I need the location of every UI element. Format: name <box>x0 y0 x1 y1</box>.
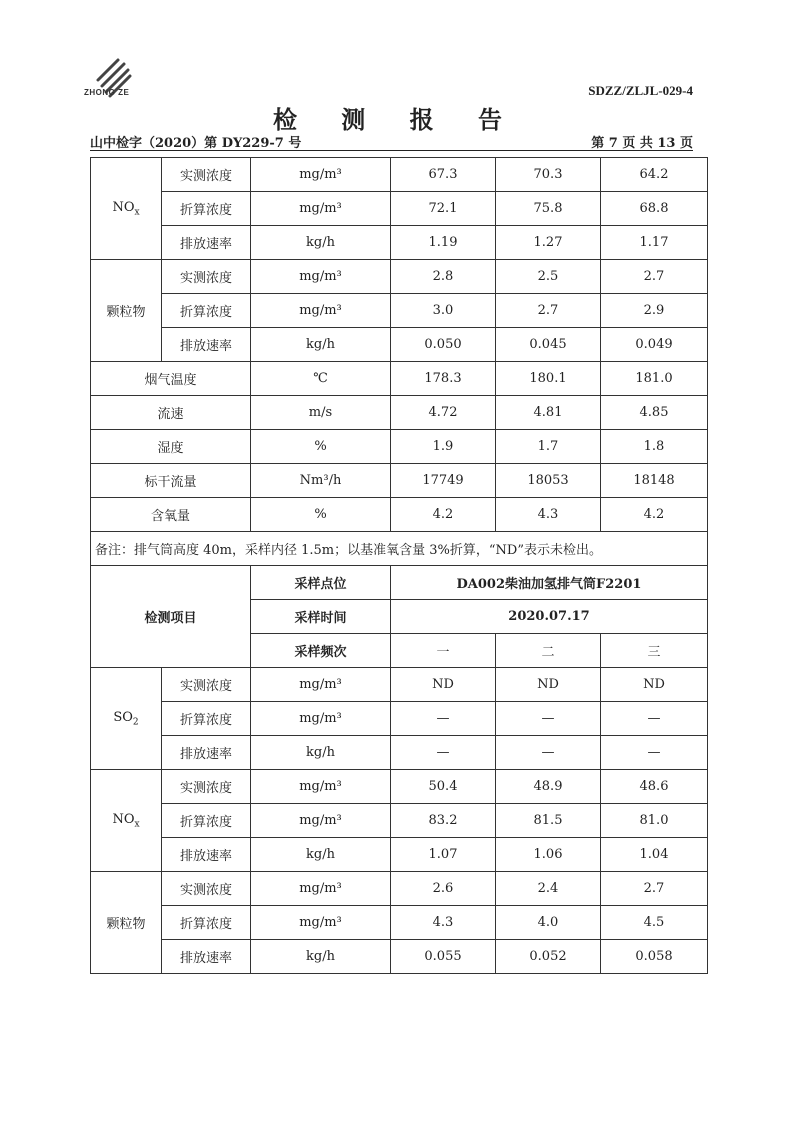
item-name: 排放速率 <box>162 328 251 362</box>
table-row <box>91 226 708 260</box>
table-row <box>91 464 708 498</box>
sampling-point-value: DA002柴油加氢排气筒F2201 <box>391 566 708 600</box>
results-table-body <box>91 158 708 974</box>
value-cell: 72.1 <box>391 192 496 226</box>
unit-cell: kg/h <box>251 940 391 974</box>
unit-cell: mg/m³ <box>251 192 391 226</box>
value-cell: 4.0 <box>496 906 601 940</box>
value-cell: 4.2 <box>391 498 496 532</box>
unit-cell: % <box>251 430 391 464</box>
value-cell: 18148 <box>601 464 708 498</box>
header-row-point <box>91 566 708 600</box>
item-name: 排放速率 <box>162 736 251 770</box>
value-cell: 2.6 <box>391 872 496 906</box>
frequency-cell: 三 <box>601 634 708 668</box>
table-row <box>91 906 708 940</box>
report-subheader <box>90 132 693 151</box>
unit-cell: ℃ <box>251 362 391 396</box>
unit-cell: mg/m³ <box>251 804 391 838</box>
value-cell: 1.8 <box>601 430 708 464</box>
table-row <box>91 770 708 804</box>
document-code: SDZZ/ZLJL-029-4 <box>588 83 693 98</box>
value-cell: 181.0 <box>601 362 708 396</box>
value-cell: 64.2 <box>601 158 708 192</box>
value-cell: — <box>496 736 601 770</box>
value-cell: 81.5 <box>496 804 601 838</box>
value-cell: 48.6 <box>601 770 708 804</box>
value-cell: 2.9 <box>601 294 708 328</box>
item-name: 实测浓度 <box>162 770 251 804</box>
item-name: 实测浓度 <box>162 668 251 702</box>
value-cell: 4.81 <box>496 396 601 430</box>
unit-cell: mg/m³ <box>251 158 391 192</box>
unit-cell: mg/m³ <box>251 872 391 906</box>
item-name: 排放速率 <box>162 940 251 974</box>
logo-text: ZHONG ZE <box>84 88 130 97</box>
unit-cell: mg/m³ <box>251 906 391 940</box>
value-cell: 1.07 <box>391 838 496 872</box>
value-cell: ND <box>601 668 708 702</box>
page-title: 检 测 报 告 <box>272 105 521 134</box>
item-name: 含氧量 <box>91 498 251 532</box>
table-row <box>91 158 708 192</box>
item-name: 折算浓度 <box>162 294 251 328</box>
value-cell: 1.27 <box>496 226 601 260</box>
value-cell: 83.2 <box>391 804 496 838</box>
value-cell: 48.9 <box>496 770 601 804</box>
value-cell: 4.72 <box>391 396 496 430</box>
table-row <box>91 294 708 328</box>
value-cell: 4.2 <box>601 498 708 532</box>
item-name: 排放速率 <box>162 226 251 260</box>
value-cell: 0.055 <box>391 940 496 974</box>
value-cell: 75.8 <box>496 192 601 226</box>
value-cell: 70.3 <box>496 158 601 192</box>
unit-cell: m/s <box>251 396 391 430</box>
value-cell: 2.7 <box>496 294 601 328</box>
value-cell: 4.3 <box>391 906 496 940</box>
table-row <box>91 328 708 362</box>
value-cell: 1.9 <box>391 430 496 464</box>
item-name: 实测浓度 <box>162 158 251 192</box>
item-name: 实测浓度 <box>162 260 251 294</box>
item-name: 实测浓度 <box>162 872 251 906</box>
value-cell: 1.17 <box>601 226 708 260</box>
item-name: 湿度 <box>91 430 251 464</box>
value-cell: 1.7 <box>496 430 601 464</box>
unit-cell: kg/h <box>251 226 391 260</box>
pollutant-name: $NO_x$ <box>91 158 162 260</box>
value-cell: 2.7 <box>601 260 708 294</box>
value-cell: 2.8 <box>391 260 496 294</box>
report-number: 山中检字（2020）第 DY229-7 号 <box>90 136 302 151</box>
item-name: 烟气温度 <box>91 362 251 396</box>
value-cell: — <box>391 736 496 770</box>
value-cell: 4.3 <box>496 498 601 532</box>
table-row <box>91 736 708 770</box>
table-row <box>91 702 708 736</box>
value-cell: 178.3 <box>391 362 496 396</box>
value-cell: 0.045 <box>496 328 601 362</box>
item-name: 标干流量 <box>91 464 251 498</box>
unit-cell: mg/m³ <box>251 260 391 294</box>
pollutant-name: 颗粒物 <box>91 260 162 362</box>
pollutant-name: $SO_2$ <box>91 668 162 770</box>
frequency-cell: 一 <box>391 634 496 668</box>
value-cell: 17749 <box>391 464 496 498</box>
sampling-time-label: 采样时间 <box>251 600 391 634</box>
item-name: 排放速率 <box>162 838 251 872</box>
value-cell: — <box>496 702 601 736</box>
page-info: 第 7 页 共 13 页 <box>591 136 693 151</box>
item-name: 折算浓度 <box>162 906 251 940</box>
table-row <box>91 192 708 226</box>
table-row <box>91 498 708 532</box>
note-row <box>91 532 708 566</box>
value-cell: 2.5 <box>496 260 601 294</box>
value-cell: — <box>391 702 496 736</box>
value-cell: 0.050 <box>391 328 496 362</box>
item-label-header: 检测项目 <box>91 566 251 668</box>
value-cell: 1.19 <box>391 226 496 260</box>
item-name: 折算浓度 <box>162 702 251 736</box>
value-cell: 81.0 <box>601 804 708 838</box>
value-cell: 0.052 <box>496 940 601 974</box>
pollutant-name: 颗粒物 <box>91 872 162 974</box>
unit-cell: kg/h <box>251 838 391 872</box>
unit-cell: kg/h <box>251 736 391 770</box>
table-row <box>91 838 708 872</box>
value-cell: ND <box>496 668 601 702</box>
value-cell: 1.04 <box>601 838 708 872</box>
value-cell: 50.4 <box>391 770 496 804</box>
table-row <box>91 872 708 906</box>
value-cell: ND <box>391 668 496 702</box>
table-row <box>91 260 708 294</box>
value-cell: 68.8 <box>601 192 708 226</box>
unit-cell: Nm³/h <box>251 464 391 498</box>
value-cell: — <box>601 736 708 770</box>
item-name: 折算浓度 <box>162 804 251 838</box>
value-cell: 180.1 <box>496 362 601 396</box>
value-cell: 0.058 <box>601 940 708 974</box>
table-row <box>91 668 708 702</box>
table-row <box>91 804 708 838</box>
item-name: 折算浓度 <box>162 192 251 226</box>
pollutant-name: $NO_x$ <box>91 770 162 872</box>
value-cell: 18053 <box>496 464 601 498</box>
item-name: 流速 <box>91 396 251 430</box>
table-row <box>91 396 708 430</box>
table-row <box>91 430 708 464</box>
unit-cell: mg/m³ <box>251 668 391 702</box>
value-cell: — <box>601 702 708 736</box>
unit-cell: kg/h <box>251 328 391 362</box>
value-cell: 1.06 <box>496 838 601 872</box>
unit-cell: mg/m³ <box>251 294 391 328</box>
value-cell: 4.5 <box>601 906 708 940</box>
value-cell: 67.3 <box>391 158 496 192</box>
value-cell: 3.0 <box>391 294 496 328</box>
value-cell: 2.7 <box>601 872 708 906</box>
value-cell: 0.049 <box>601 328 708 362</box>
table-row <box>91 940 708 974</box>
sampling-time-value: 2020.07.17 <box>391 600 708 634</box>
value-cell: 2.4 <box>496 872 601 906</box>
frequency-cell: 二 <box>496 634 601 668</box>
sampling-frequency-label: 采样频次 <box>251 634 391 668</box>
results-table <box>90 157 708 974</box>
table-row <box>91 362 708 396</box>
unit-cell: mg/m³ <box>251 770 391 804</box>
unit-cell: mg/m³ <box>251 702 391 736</box>
note-cell: 备注：排气筒高度 40m，采样内径 1.5m；以基准氧含量 3%折算，“ND”表示未检出。 <box>91 532 708 566</box>
unit-cell: % <box>251 498 391 532</box>
value-cell: 4.85 <box>601 396 708 430</box>
sampling-point-label: 采样点位 <box>251 566 391 600</box>
